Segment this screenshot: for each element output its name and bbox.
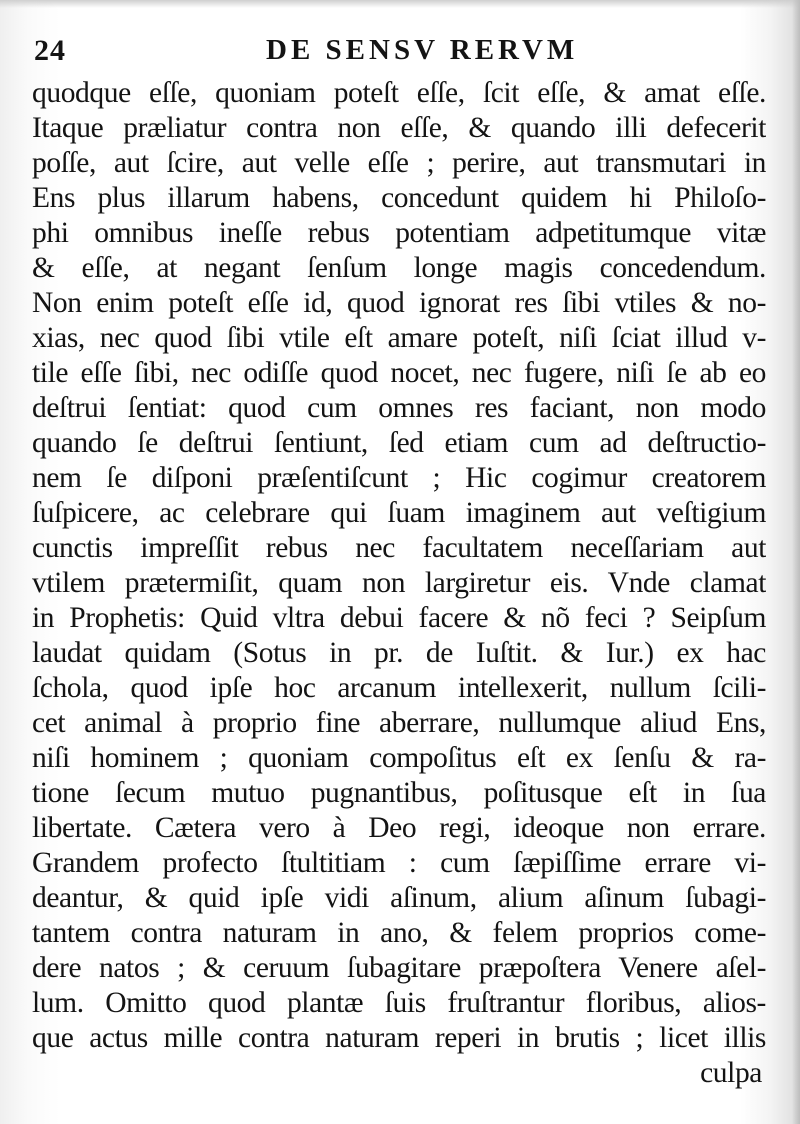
text-line: Itaque præliatur contra non eſſe, & quando illi defecerit bbox=[32, 112, 766, 144]
text-line: quando ſe deſtrui ſentiunt, ſed etiam cum ad deſtructio- bbox=[32, 427, 766, 459]
text-line: tantem contra naturam in ano, & felem proprios come- bbox=[32, 917, 766, 949]
text-line: que actus mille contra naturam reperi in brutis ; licet illis bbox=[32, 1022, 766, 1054]
text-line: niſi hominem ; quoniam compoſitus eſt ex ſenſu & ra- bbox=[32, 742, 766, 774]
text-line: Ens plus illarum habens, concedunt quidem hi Philoſo- bbox=[32, 182, 766, 214]
page-header bbox=[34, 30, 774, 70]
text-line: cet animal à proprio fine aberrare, nullumque aliud Ens, bbox=[32, 707, 766, 739]
text-line: in Prophetis: Quid vltra debui facere & nõ feci ? Seipſum bbox=[32, 602, 766, 634]
scan-shadow-top bbox=[0, 0, 800, 8]
text-line: nem ſe diſponi præſentiſcunt ; Hic cogimur creatorem bbox=[32, 462, 766, 494]
text-line: laudat quidam (Sotus in pr. de Iuſtit. & Iur.) ex hac bbox=[32, 637, 766, 669]
page-number: 24 bbox=[34, 34, 66, 67]
text-line: tione ſecum mutuo pugnantibus, poſitusque eſt in ſua bbox=[32, 777, 766, 809]
text-line: quodque eſſe, quoniam poteſt eſſe, ſcit eſſe, & amat eſſe. bbox=[32, 77, 766, 109]
text-line: deſtrui ſentiat: quod cum omnes res faciant, non modo bbox=[32, 392, 766, 424]
text-line: deantur, & quid ipſe vidi aſinum, alium aſinum ſubagi- bbox=[32, 882, 766, 914]
text-line: dere natos ; & ceruum ſubagitare præpoſtera Venere aſel- bbox=[32, 952, 766, 984]
text-line: tile eſſe ſibi, nec odiſſe quod nocet, nec fugere, niſi ſe ab eo bbox=[32, 357, 766, 389]
text-line: ſuſpicere, ac celebrare qui ſuam imaginem aut veſtigium bbox=[32, 497, 766, 529]
catchword: culpa bbox=[700, 1057, 762, 1089]
text-line: Non enim poteſt eſſe id, quod ignorat res ſibi vtiles & no- bbox=[32, 287, 766, 319]
text-line: lum. Omitto quod plantæ ſuis fruſtrantur floribus, alios- bbox=[32, 987, 766, 1019]
text-line: poſſe, aut ſcire, aut velle eſſe ; perire, aut transmutari in bbox=[32, 147, 766, 179]
text-line: & eſſe, at negant ſenſum longe magis concedendum. bbox=[32, 252, 766, 284]
scan-shadow-right bbox=[792, 0, 800, 1124]
running-head: DE SENSV RERVM bbox=[266, 34, 579, 66]
text-line: vtilem prætermiſit, quam non largiretur eis. Vnde clamat bbox=[32, 567, 766, 599]
text-line: phi omnibus ineſſe rebus potentiam adpetitumque vitæ bbox=[32, 217, 766, 249]
text-line: libertate. Cætera vero à Deo regi, ideoque non errare. bbox=[32, 812, 766, 844]
body-text bbox=[32, 76, 766, 1091]
text-line: cunctis impreſſit rebus nec facultatem neceſſariam aut bbox=[32, 532, 766, 564]
text-line: xias, nec quod ſibi vtile eſt amare poteſt, niſi ſciat illud v- bbox=[32, 322, 766, 354]
text-line: Grandem profecto ſtultitiam : cum ſæpiſſime errare vi- bbox=[32, 847, 766, 879]
text-line: ſchola, quod ipſe hoc arcanum intellexerit, nullum ſcili- bbox=[32, 672, 766, 704]
